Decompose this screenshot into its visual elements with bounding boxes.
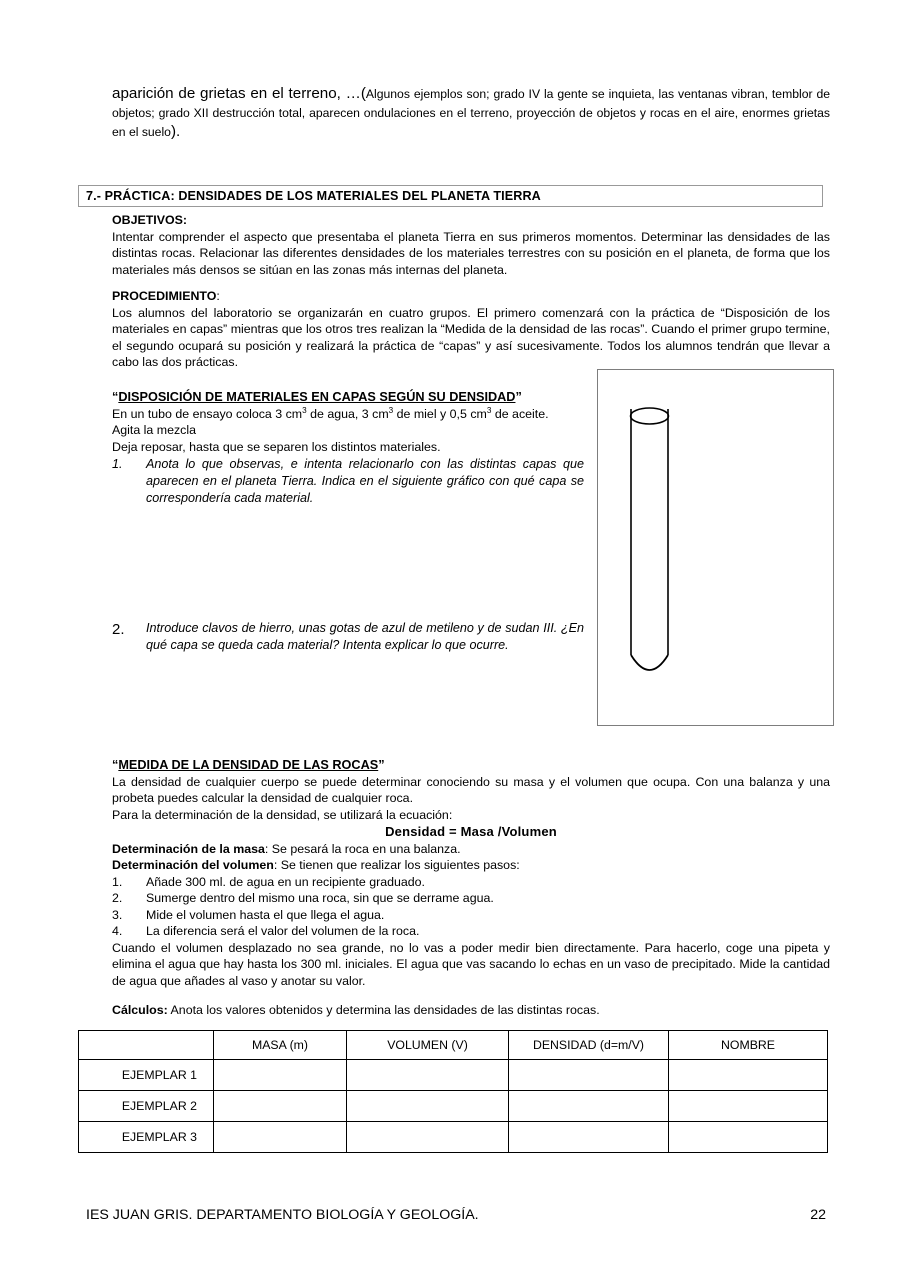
- volumen-line: [112, 857, 830, 874]
- density-equation: Densidad = Masa /Volumen: [385, 824, 557, 840]
- section-title-text: 7.- PRÁCTICA: DENSIDADES DE LOS MATERIALES DEL PLANETA TIERRA: [86, 189, 541, 203]
- calculos-label: Cálculos:: [112, 1003, 168, 1018]
- calculos-line: [112, 1002, 830, 1019]
- table-row: [79, 1060, 828, 1091]
- list-item: [112, 923, 830, 940]
- test-tube-frame: [597, 369, 834, 726]
- capas-line1-c: de miel y 0,5 cm: [393, 406, 487, 421]
- rocas-para-1: La densidad de cualquier cuerpo se puede determinar conociendo su masa y el volumen que ocupa. Con una balanza y una probeta puedes calcular la densidad de cualquier roca.: [112, 774, 830, 806]
- step-text: Mide el volumen hasta el que llega el agua.: [146, 907, 385, 922]
- table-row: [79, 1091, 828, 1122]
- capas-line1-d: de aceite.: [491, 406, 549, 421]
- table-header-cell-masa: MASA (m): [214, 1031, 347, 1060]
- capas-block: [112, 389, 584, 507]
- capas-sup-3: 3: [486, 405, 492, 415]
- calculos-text: Anota los valores obtenidos y determina las densidades de las distintas rocas.: [167, 1003, 600, 1018]
- cell-masa-3[interactable]: [214, 1122, 347, 1153]
- test-tube-icon: [598, 370, 833, 725]
- cell-volumen-3[interactable]: [347, 1122, 509, 1153]
- capas-item-2-block: [112, 620, 584, 654]
- capas-line3: Deja reposar, hasta que se separen los distintos materiales.: [112, 439, 441, 454]
- step-text: La diferencia será el valor del volumen de la roca.: [146, 924, 420, 939]
- cell-densidad-2[interactable]: [509, 1091, 669, 1122]
- table-header-row: [79, 1031, 828, 1060]
- cell-densidad-1[interactable]: [509, 1060, 669, 1091]
- cell-masa-1[interactable]: [214, 1060, 347, 1091]
- procedimiento-label-line: [112, 288, 830, 305]
- intro-lead: aparición de grietas en el terreno, …: [112, 85, 361, 102]
- masa-text: : Se pesará la roca en una balanza.: [264, 841, 461, 856]
- row-label-ejemplar-3: EJEMPLAR 3: [79, 1122, 214, 1153]
- capas-item-1-number: 1.: [112, 457, 123, 472]
- cell-volumen-2[interactable]: [347, 1091, 509, 1122]
- objetivos-text: Intentar comprender el aspecto que presentaba el planeta Tierra en sus primeros momentos. Determinar las densidades de las distintas rocas. Relacionar las diferentes densidades de los materiales terrestres con su posición en el planeta, de forma que los materiales más densos se sitúan en las zonas más internas del planeta.: [112, 229, 830, 277]
- capas-item-2: [112, 620, 584, 654]
- capas-line1-a: En un tubo de ensayo coloca 3 cm: [112, 406, 303, 421]
- cell-nombre-3[interactable]: [669, 1122, 828, 1153]
- step-text: Añade 300 ml. de agua en un recipiente graduado.: [146, 874, 426, 889]
- rocas-quote-close: ”: [378, 758, 385, 772]
- capas-quote-close: ”: [515, 390, 522, 404]
- procedimiento-text: Los alumnos del laboratorio se organizarán en cuatro grupos. El primero comenzará con la práctica de “Disposición de los materiales en capas” mientras que los otros tres realizan la “Medida de la densidad de las rocas”. Cuando el primer grupo termine, el segundo ocupará su posición y realizará la práctica de “capas” y así sucesivamente. Todos los alumnos tendrán que llevar a cabo las dos prácticas.: [112, 305, 830, 369]
- list-item: [112, 907, 830, 924]
- step-number: 2.: [112, 891, 123, 906]
- capas-title-text: DISPOSICIÓN DE MATERIALES EN CAPAS SEGÚN SU DENSIDAD: [118, 390, 516, 404]
- volumen-steps-list: [112, 874, 830, 940]
- cell-densidad-3[interactable]: [509, 1122, 669, 1153]
- rocas-para-3: Cuando el volumen desplazado no sea grande, no lo vas a poder medir bien directamente. Para hacerlo, coge una pipeta y elimina el agua que hay hasta los 300 ml. iniciales. El agua que vas sacando lo echas en un vaso de precipitado. Mide la cantidad de agua que añades al vaso y anotar su valor.: [112, 940, 830, 988]
- intro-paren-open: (: [360, 85, 366, 102]
- rocas-title-text: MEDIDA DE LA DENSIDAD DE LAS ROCAS: [118, 758, 379, 772]
- list-item: [112, 890, 830, 907]
- section-title-box: [78, 185, 823, 207]
- page-footer: [86, 1207, 826, 1223]
- procedimiento-label: PROCEDIMIENTO: [112, 289, 217, 303]
- table-row: [79, 1122, 828, 1153]
- cell-masa-2[interactable]: [214, 1091, 347, 1122]
- capas-item-2-number: 2.: [112, 621, 125, 638]
- capas-line1-b: de agua, 3 cm: [306, 406, 389, 421]
- capas-title: [112, 389, 584, 406]
- step-number: 3.: [112, 907, 123, 922]
- capas-line2: Agita la mezcla: [112, 423, 197, 438]
- table-header-cell-nombre: NOMBRE: [669, 1031, 828, 1060]
- objetivos-label: OBJETIVOS:: [112, 213, 188, 227]
- results-table: [78, 1030, 828, 1153]
- cell-nombre-2[interactable]: [669, 1091, 828, 1122]
- procedimiento-colon: :: [216, 289, 220, 303]
- objetivos-block: [112, 212, 830, 278]
- rocas-para-2: Para la determinación de la densidad, se utilizará la ecuación:: [112, 807, 453, 822]
- step-number: 4.: [112, 924, 123, 939]
- volumen-label: Determinación del volumen: [112, 858, 274, 873]
- rocas-quote-open: “: [112, 758, 119, 772]
- capas-item-1: [112, 456, 584, 507]
- procedimiento-block: [112, 288, 830, 371]
- cell-nombre-1[interactable]: [669, 1060, 828, 1091]
- table-header-cell-blank: [79, 1031, 214, 1060]
- masa-label: Determinación de la masa: [112, 841, 265, 856]
- footer-page-number: 22: [810, 1207, 826, 1223]
- row-label-ejemplar-1: EJEMPLAR 1: [79, 1060, 214, 1091]
- masa-line: [112, 841, 830, 858]
- rocas-block: [112, 757, 830, 1019]
- capas-quote-open: “: [112, 390, 119, 404]
- capas-item-1-text: Anota lo que observas, e intenta relacionarlo con las distintas capas que aparecen en el planeta Tierra. Indica en el siguiente gráfico con qué capa se correspondería cada material.: [146, 457, 584, 506]
- step-number: 1.: [112, 874, 123, 889]
- table-header-cell-densidad: DENSIDAD (d=m/V): [509, 1031, 669, 1060]
- capas-item-2-text: Introduce clavos de hierro, unas gotas de azul de metileno y de sudan III. ¿En qué capa se queda cada material? Intenta explicar lo que ocurre.: [146, 621, 584, 652]
- intro-paren-text: Algunos ejemplos son; grado IV la gente se inquieta, las ventanas vibran, temblor de objetos; grado XII destrucción total, aparecen ondulaciones en el terreno, proyección de objetos y rocas en el aire, enormes grietas en el suelo: [112, 87, 831, 140]
- cell-volumen-1[interactable]: [347, 1060, 509, 1091]
- table-header-cell-volumen: VOLUMEN (V): [347, 1031, 509, 1060]
- row-label-ejemplar-2: EJEMPLAR 2: [79, 1091, 214, 1122]
- capas-sup-1: 3: [302, 405, 307, 415]
- intro-paren-close: ).: [170, 123, 181, 141]
- step-text: Sumerge dentro del mismo una roca, sin que se derrame agua.: [146, 891, 494, 906]
- capas-line1: [112, 406, 584, 423]
- rocas-title: [112, 757, 830, 774]
- volumen-text: : Se tienen que realizar los siguientes pasos:: [273, 858, 520, 873]
- intro-paragraph: [112, 84, 830, 142]
- list-item: [112, 874, 830, 891]
- footer-department: IES JUAN GRIS. DEPARTAMENTO BIOLOGÍA Y GEOLOGÍA.: [86, 1207, 479, 1223]
- capas-sup-2: 3: [388, 405, 394, 415]
